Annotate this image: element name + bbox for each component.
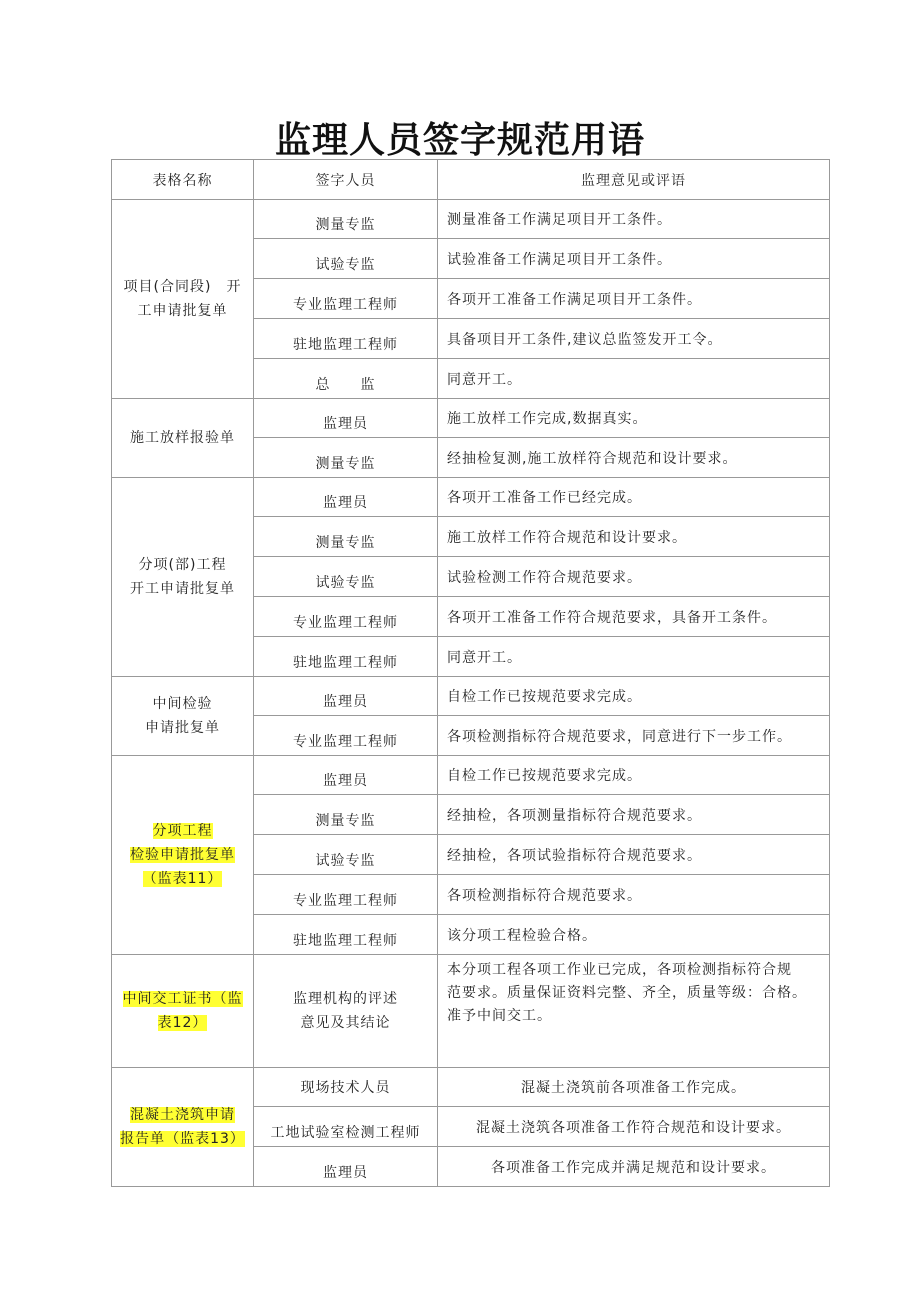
opinion-cell: 经抽检，各项测量指标符合规范要求。 xyxy=(438,795,830,835)
signer-cell xyxy=(254,1107,438,1147)
form-name-cell xyxy=(112,1068,254,1187)
form-name-cell xyxy=(112,677,254,756)
form-name-line: 检验申请批复单 xyxy=(130,847,235,863)
opinion-cell: 各项开工准备工作满足项目开工条件。 xyxy=(438,279,830,319)
table-row xyxy=(112,200,830,239)
form-name-cell xyxy=(112,756,254,955)
form-name-line: 项目(合同段) 开 xyxy=(123,279,242,295)
signer-text: 监理员 xyxy=(323,495,368,511)
signer-text: 监理员 xyxy=(323,773,368,789)
form-name-line: 中间检验 xyxy=(152,696,213,712)
opinion-cell: 各项检测指标符合规范要求，同意进行下一步工作。 xyxy=(438,716,830,756)
signer-cell xyxy=(254,359,438,399)
form-name-line: 开工申请批复单 xyxy=(130,581,235,597)
signer-cell xyxy=(254,835,438,875)
signer-text: 测量专监 xyxy=(315,534,376,551)
form-name-cell xyxy=(112,478,254,677)
opinion-cell: 施工放样工作符合规范和设计要求。 xyxy=(438,517,830,557)
signer-text: 驻地监理工程师 xyxy=(293,336,398,353)
form-name-line: 报告单（监表13） xyxy=(120,1131,245,1147)
form-name-cell xyxy=(112,955,254,1068)
table-row xyxy=(112,478,830,517)
signer-text: 测量专监 xyxy=(315,455,376,472)
form-name-line: 施工放样报验单 xyxy=(130,430,235,446)
signer-cell xyxy=(254,637,438,677)
signer-cell xyxy=(254,875,438,915)
signer-text: 专业监理工程师 xyxy=(293,296,398,313)
signer-text: 试验专监 xyxy=(315,256,376,273)
table-header-row xyxy=(112,160,830,200)
header-signer: 签字人员 xyxy=(254,160,438,200)
signer-text: 驻地监理工程师 xyxy=(293,932,398,949)
signer-text: 监理员 xyxy=(323,694,368,710)
opinion-cell: 自检工作已按规范要求完成。 xyxy=(438,756,830,795)
signature-terms-table xyxy=(111,159,830,1187)
signer-cell xyxy=(254,716,438,756)
form-name-cell xyxy=(112,200,254,399)
signer-text: 测量专监 xyxy=(315,217,376,233)
form-name-line: 分项(部)工程 xyxy=(138,557,227,573)
table-row xyxy=(112,677,830,716)
signer-text: 专业监理工程师 xyxy=(293,892,398,909)
signer-cell xyxy=(254,557,438,597)
opinion-cell: 同意开工。 xyxy=(438,637,830,677)
opinion-cell: 试验检测工作符合规范要求。 xyxy=(438,557,830,597)
signer-text: 总 监 xyxy=(315,376,376,393)
form-name-line: 分项工程 xyxy=(152,823,213,839)
form-name-cell xyxy=(112,399,254,478)
signer-text: 监理员 xyxy=(323,1164,368,1181)
opinion-cell: 试验准备工作满足项目开工条件。 xyxy=(438,239,830,279)
opinion-cell: 经抽检复测,施工放样符合规范和设计要求。 xyxy=(438,438,830,478)
signer-line: 意见及其结论 xyxy=(300,1015,391,1031)
signer-text: 专业监理工程师 xyxy=(293,614,398,631)
signer-text: 现场技术人员 xyxy=(300,1080,391,1096)
form-name-line: 工申请批复单 xyxy=(137,303,228,319)
table-row xyxy=(112,756,830,795)
opinion-cell: 测量准备工作满足项目开工条件。 xyxy=(438,200,830,239)
signer-cell xyxy=(254,915,438,955)
signer-cell xyxy=(254,399,438,438)
signer-line: 监理机构的评述 xyxy=(293,991,398,1007)
opinion-cell: 经抽检，各项试验指标符合规范要求。 xyxy=(438,835,830,875)
opinion-cell: 混凝土浇筑各项准备工作符合规范和设计要求。 xyxy=(438,1107,830,1147)
form-name-line: （监表11） xyxy=(142,871,223,887)
signer-cell xyxy=(254,279,438,319)
opinion-cell xyxy=(438,955,830,1068)
opinion-cell: 各项检测指标符合规范要求。 xyxy=(438,875,830,915)
opinion-cell: 各项准备工作完成并满足规范和设计要求。 xyxy=(438,1147,830,1187)
opinion-cell: 该分项工程检验合格。 xyxy=(438,915,830,955)
opinion-line: 准予中间交工。 xyxy=(447,1008,552,1024)
opinion-cell: 施工放样工作完成,数据真实。 xyxy=(438,399,830,438)
opinion-cell: 各项开工准备工作已经完成。 xyxy=(438,478,830,517)
form-name-line: 申请批复单 xyxy=(145,720,220,736)
signer-cell xyxy=(254,955,438,1068)
signer-text: 工地试验室检测工程师 xyxy=(270,1124,421,1141)
opinion-line: 本分项工程各项工作业已完成，各项检测指标符合规 xyxy=(447,962,792,978)
signer-cell xyxy=(254,478,438,517)
signer-text: 试验专监 xyxy=(315,852,376,869)
opinion-cell: 具备项目开工条件,建议总监签发开工令。 xyxy=(438,319,830,359)
signer-text: 监理员 xyxy=(323,416,368,432)
signer-cell xyxy=(254,597,438,637)
form-name-line: 中间交工证书（监 xyxy=(122,991,243,1007)
signer-text: 驻地监理工程师 xyxy=(293,654,398,671)
header-opinion: 监理意见或评语 xyxy=(438,160,830,200)
signer-cell xyxy=(254,200,438,239)
signer-cell xyxy=(254,795,438,835)
page-title: 监理人员签字规范用语 xyxy=(274,119,645,161)
signer-cell xyxy=(254,1068,438,1107)
signer-cell xyxy=(254,239,438,279)
opinion-cell: 各项开工准备工作符合规范要求，具备开工条件。 xyxy=(438,597,830,637)
form-name-line: 混凝土浇筑申请 xyxy=(130,1107,235,1123)
signer-cell xyxy=(254,677,438,716)
signer-cell xyxy=(254,438,438,478)
signer-text: 专业监理工程师 xyxy=(293,733,398,750)
opinion-line: 范要求。质量保证资料完整、齐全，质量等级：合格。 xyxy=(447,985,807,1001)
signer-cell xyxy=(254,517,438,557)
opinion-cell: 混凝土浇筑前各项准备工作完成。 xyxy=(438,1068,830,1107)
header-form-name: 表格名称 xyxy=(112,160,254,200)
signer-cell xyxy=(254,319,438,359)
form-name-line: 表12） xyxy=(157,1015,208,1031)
opinion-cell: 自检工作已按规范要求完成。 xyxy=(438,677,830,716)
signer-cell xyxy=(254,756,438,795)
signer-text: 试验专监 xyxy=(315,574,376,591)
signer-cell xyxy=(254,1147,438,1187)
signer-text: 测量专监 xyxy=(315,812,376,829)
table-row xyxy=(112,955,830,1068)
table-row xyxy=(112,399,830,438)
opinion-cell: 同意开工。 xyxy=(438,359,830,399)
table-row xyxy=(112,1068,830,1107)
